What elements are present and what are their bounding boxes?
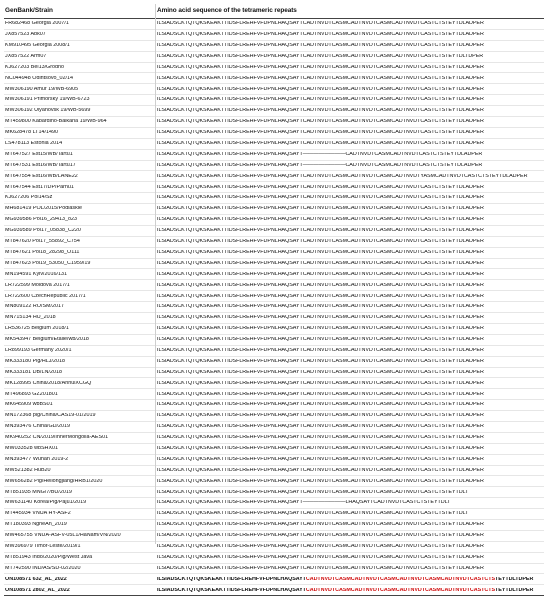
strain-cell: MT647527 Est15/WB/Tartu1 [5, 151, 73, 157]
table-body [4, 19, 544, 596]
table-row [4, 41, 544, 52]
sequence-cell: ILSIADSCKTQTQKSKEAKTTIDSFLREHFVFDPNLHAQSAYTCADTNVDTCASMCADTNVDTCASMCADTNVDTCASTCTSTEYTDLADPER [157, 358, 484, 364]
sequence-cell: ILSIADSCKTQTQKSKEAKTTIDSFLREHFVFDPNLHAQSAYTCADTNVDTCASMCADTNVDTCASMCADTNVDTCASTCTSTEYTDLADPER [157, 217, 484, 223]
strain-cell: MK628478 LT14/1490 [5, 130, 58, 136]
sequence-cell: ILSIADSCKTQTQKSKEAKTTIDSFLREHFVFDPNLHAQSAYTCADTNVDTCASMCADTNVDTCASMCADTNVDTCASTCTSTEYTDLADPER [157, 402, 484, 408]
table-row [4, 564, 544, 575]
strain-cell: MT742590 IND/AS/SD-02/2020 [5, 565, 81, 571]
table-row [4, 498, 544, 509]
sequence-cell: ILSIADSCKTQTQKSKEAKTTIDSFLREHFVFDPNLHAQSAYTCADTNVDTCASMCADTNVDTCASMCADTNVDTCASTCTSTEYTDLADPER [157, 43, 484, 49]
strain-cell: MN393477 Wuhan 2019-2 [5, 456, 69, 462]
table-row [4, 313, 544, 324]
sequence-cell: ILSIADSCKTQTQKSKEAKTTIDSFLREHFVFDPNLHAQSAYT————————CADTNVDTCASMCADTNVDTCASTCTSTEYTDLADPER [157, 162, 483, 168]
strain-cell: MW033528 wbSHX01 [5, 445, 59, 451]
table-row [4, 204, 544, 215]
table-row [4, 433, 544, 444]
table-row [4, 422, 544, 433]
table-row-highlighted [4, 585, 544, 596]
strain-cell: MN194591 Kyiv/2016/131 [5, 271, 68, 277]
sequence-cell: ILSIADSCKTQTQKSKEAKTTIDSFLREHFVFDPNLHAQSAYTCADTNVDTCASMCADTNVDTCASMCADTNVDTYASMCADTNVDTCASTCTSTEYTDLADPER [157, 173, 528, 179]
table-row [4, 411, 544, 422]
sequence-cell: ILSIADSCKTQTQKSKEAKTTIDSFLREHFVFDPNLHAQSAYTCADTNVDTCASMCADTNVDTCASMCADTNVDTCASTCTSTEYTDLADPER [157, 445, 484, 451]
strain-cell: LR536725 Belgium 2018/1 [5, 326, 69, 332]
sequence-cell: ILSIADSCKTQTQKSKEAKTTIDSFLREHFVFDPNLHAQSAYTCADTNVDTCASMCADTNVDTCASMCADTNVDTCASTCTSTEYTDLADPER [157, 260, 484, 266]
table-row [4, 128, 544, 139]
table-row [4, 291, 544, 302]
table-row [4, 302, 544, 313]
table-row [4, 400, 544, 411]
table-row [4, 335, 544, 346]
strain-cell: MW656282 Pig/Heilongjiang/HRB1/2020 [5, 478, 103, 484]
table-row [4, 117, 544, 128]
sequence-cell: ILSIADSCKTQTQKSKEAKTTIDSFLREHFVFDPNLHAQSAYTCADTNVDTCASMCADTNVDTCASMCADTNVDTCASTCTSTEYTDLADPER [157, 195, 484, 201]
sequence-cell: ILSIADSCKTQTQKSKEAKTTIDSFLREHFVFDPNLHAQSAYTCADTNVDTCASMCADTNVDTCASMCADTNVDTCASTCTSTEYTDLADPER [157, 228, 484, 234]
sequence-cell: ILSIADSCKTQTQKSKEAKTTIDSFLREHFVFDPNLHAQSAYTCADTNVDTCASMCADTNVDTCASMCADTNVDTCASTCTSTEYTDLADPER [157, 337, 484, 343]
table-row [4, 368, 544, 379]
strain-cell: KJ627206 Pol14/Sz [5, 195, 53, 201]
table-row [4, 106, 544, 117]
table-row [4, 139, 544, 150]
sequence-cell: ILSIADSCKTQTQKSKEAKTTIDSFLREHFVFDPNLHAQSAYTCADTNVDTCASMCADTNVDTCASMCADTNVDTCASTCTSTEYTDLADPER [157, 75, 484, 81]
sequence-prefix: ILSIADSCKTQTQKSKEAKTTIDSFLREHFVFDPNLHAQSAYT [157, 576, 306, 582]
sequence-cell: ILSIADSCKTQTQKSKEAKTTIDSFLREHFVFDPNLHAQSAYTCADTNVDTCASMCADTNVDTCASMCADTNVDTCASTCTSTEYTDLADPER [157, 271, 484, 277]
strain-cell: KM910495 Georgia 2008/1 [5, 43, 70, 49]
sequence-suffix: TEYTDLTDPER [495, 587, 534, 593]
sequence-cell: ILSIADSCKTQTQKSKEAKTTIDSFLREHFVFDPNLHAQSAYTCADTNVDTCASMCADTNVDTCASMCADTNVDTCASTCTSTEYTDLADPER [157, 435, 484, 441]
sequence-cell: ILSIADSCKTQTQKSKEAKTTIDSFLREHFVFDPNLHAQSAYTCADTNVDTCASMCADTNVDTCASMCADTNVDTCASTCTSTEYTDLADPER [157, 522, 484, 528]
table-row [4, 389, 544, 400]
sequence-cell: ILSIADSCKTQTQKSKEAKTTIDSFLREHFVFDPNLHAQSAYTCADTNVDTCASMCADTNVDTCASMCADTNVDTCASTCTSTEYTDLADPER [157, 97, 484, 103]
strain-cell: MT647554 Est16/WB/LANE22 [5, 173, 78, 179]
strain-cell: MT851935 MNG/7/BU/2019 [5, 489, 72, 495]
table-row [4, 509, 544, 520]
sequence-cell: ILSIADSCKTQTQKSKEAKTTIDSFLREHFVFDPNLHAQSAYTCADTNVDTCASMCADTNVDTCASMCADTNVDTCASTCTSTEYTDLADPER [157, 369, 484, 375]
header-strain: GenBank/Strain [5, 7, 53, 15]
sequence-cell: ILSIADSCKTQTQKSKEAKTTIDSFLREHFVFDPNLHAQSAYTCADTNVDTCASMCADTNVDTCASMCADTNVDTCASTCTSTEYTDLADPER [157, 86, 484, 92]
sequence-cell: ILSIADSCKTQTQKSKEAKTTIDSFLREHFVFDPNLHAQSAYTCADTNVDTCASMCADTNVDTCASMCADTNVDTCASTCTSTEYTDLADPER [157, 32, 484, 38]
table-row [4, 444, 544, 455]
table-row [4, 73, 544, 84]
table-row [4, 346, 544, 357]
sequence-cell: ILSIADSCKTQTQKSKEAKTTIDSFLREHFVFDPNLHAQSAYTCADTNVDTCASMCADTNVDTCASMCADTNVDTCASTCTSTEYTDLADPER [157, 130, 484, 136]
table-row [4, 248, 544, 259]
strain-cell: MW306190 Amur 19/WB-6905 [5, 86, 79, 92]
strain-cell: LS478113 Estonia 2014 [5, 141, 63, 147]
table-row [4, 95, 544, 106]
strain-cell: MK333181 DB/LN/2018 [5, 369, 62, 375]
strain-cell: KJ627203 Bel13/Grodno [5, 64, 65, 70]
sequence-cell: ILSIADSCKTQTQKSKEAKTTIDSFLREHFVFDPNLHAQSAYTCADTNVDTCASMCADTNVDTCASMCADTNVDTCASTCTSTEYTDLADPER [157, 467, 484, 473]
sequence-cell: ILSIADSCKTQTQKSKEAKTTIDSFLREHFVFDPNLHAQSAYTCADTNVDTCASMCADTNVDTCASMCADTNVDTCASTCTSTEYTDLADPER [157, 108, 484, 114]
table-row [4, 378, 544, 389]
strain-cell: MG939586 Pol16_29413_o23 [5, 217, 77, 223]
sequence-cell: ILSIADSCKTQTQKSKEAKTTIDSFLREHFVFDPNLHAQSAYTCADTNVDTCASMCADTNVDTCASMCADTNVDTCASTCTSTEYTDLADPER [157, 391, 484, 397]
sequence-cell: ILSIADSCKTQTQKSKEAKTTIDSFLREHFVFDPNLHAQSAYTCADTNVDTCASMCADTNVDTCASMCADTNVDTCASTCTSTEYTDLADPER [157, 456, 484, 462]
strain-cell: ON108571 2802_AL_2022 [5, 587, 70, 593]
table-row [4, 259, 544, 270]
strain-cell: MT851943 Indo/2020/Pig/West Java [5, 554, 93, 560]
sequence-repeat-highlight: CADTNVDTCASMCADTNVDTCASMCADTNVDTCASMCADTNVDTCASTCTS [305, 576, 495, 582]
table-row [4, 19, 544, 30]
sequence-cell: ILSIADSCKTQTQKSKEAKTTIDSFLREHFVFDPNLHAQSAYTCADTNVDTCASMCADTNVDTCASMCADTNVDTCASTCTSTEYTDLADPER [157, 543, 484, 549]
table-row [4, 455, 544, 466]
table-row-highlighted [4, 574, 544, 585]
table-header [4, 4, 544, 19]
strain-cell: FR682468 Georgia 2007/1 [5, 21, 69, 27]
strain-cell: MK333180 Pig/HLJ/2018 [5, 358, 65, 364]
sequence-cell: ILSIADSCKTQTQKSKEAKTTIDSFLREHFVFDPNLHAQSAYTCADTNVDTCASMCADTNVDTCASMCADTNVDTCASTCTSTEYTDLADPER [157, 424, 484, 430]
strain-cell: MT445934 VNUA HY-ASF2 [5, 511, 71, 517]
strain-cell: MN172368 pig/China/CAS19-01/2019 [5, 413, 96, 419]
strain-cell: MH681419 POL/2015/Podlaskie [5, 206, 83, 212]
sequence-cell: ILSIADSCKTQTQKSKEAKTTIDSFLREHFVFDPNLHAQSAYTCADTNVDTCASMCADTNVDTCASMCADTNVDTCASTCTSTEYTDLADPER [157, 119, 484, 125]
table-row [4, 161, 544, 172]
sequence-cell: ILSIADSCKTQTQKSKEAKTTIDSFLREHFVFDPNLHAQSAYTCADTNVDTCASMCADTNVDTCASMCADTNVDTCASTCTSTEYTDLADPER [157, 64, 484, 70]
sequence-cell: ILSIADSCKTQTQKSKEAKTTIDSFLREHFVFDPNLHAQSAYTCADTNVDTCASMCADTNVDTCASMCADTNVDTCASTCTSTEYTDLADPER [157, 293, 484, 299]
sequence-cell: ILSIADSCKTQTQKSKEAKTTIDSFLREHFVFDPNLHAQSAYT————————CADTNVDTCASMCADTNVDTCASTCTSTEYTDLADPER [157, 151, 483, 157]
strain-cell: MT459800 Kabardino-Balkaria 19/WB-964 [5, 119, 107, 125]
sequence-cell: ILSIADSCKTQTQKSKEAKTTIDSFLREHFVFDPNLHAQSAYTCADTNVDTCASMCADTNVDTCASMCADTNVDTCASTCTSTEYTDLADPER [157, 380, 484, 386]
strain-cell: MK543947 Belgium/Etalle/wb/2018 [5, 337, 89, 343]
column-divider [155, 4, 156, 544]
strain-cell: MW306192 Ulyanovsk 19/WB-5699 [5, 108, 91, 114]
sequence-cell: ILSIADSCKTQTQKSKEAKTTIDSFLREHFVFDPNLHAQSAYTCADTNVDTCASMCADTNVDTCASMCADTNVDTCASTCTSTEYTDLADPER [157, 239, 484, 245]
table-row [4, 553, 544, 564]
strain-cell: MK128995 China/2018/AnhuiXCGQ [5, 380, 92, 386]
table-row [4, 324, 544, 335]
table-row [4, 193, 544, 204]
strain-cell: MW521382 HuB20 [5, 467, 51, 473]
sequence-cell: ILSIADSCKTQTQKSKEAKTTIDSFLREHFVFDPNLHAQSAYTCADTNVDTCASMCADTNVDTCASMCADTNVDTCASTCTSTEYTDLADPER [157, 478, 484, 484]
strain-cell: NC044948 Odintsovo_02/14 [5, 75, 74, 81]
table-row [4, 182, 544, 193]
strain-cell: MT847623 Pol19_53050_C1959/19 [5, 260, 91, 266]
strain-cell: MW306191 Primorsky 19/WB-6723 [5, 97, 90, 103]
sequence-cell: ILSIADSCKTQTQKSKEAKTTIDSFLREHFVFDPNLHAQSAYTCADTNVDTCASMCADTNVDTCASMCADTNVDTCASTCTSTEYTDLTDPER [157, 53, 484, 59]
sequence-cell: ILSIADSCKTQTQKSKEAKTTIDSFLREHFVFDPNLHAQSAYTCADTNVDTCASMCADTNVDTCASMCADTNVDTCASTCTSTEYTDLADPER [157, 282, 484, 288]
strain-cell: MN809122 RO/SM/2017 [5, 304, 65, 310]
sequence-cell: ILSIADSCKTQTQKSKEAKTTIDSFLREHFVFDPNLHAQSAYTCADTNVDTCASMCADTNVDTCASMCADTNVDTCASTCTSTEYTDLADPER [157, 533, 484, 539]
strain-cell: MW396979 Timor-Leste/2019/1 [5, 543, 81, 549]
strain-cell: MG939589 Pol17_05838_C220 [5, 228, 81, 234]
strain-cell: MT847621 Pol18_28298_O111 [5, 249, 80, 255]
sequence-cell: ILSIADSCKTQTQKSKEAKTTIDSFLREHFVFDPNLHAQSAYT————————LHAQSAYTCADTNVDTCASTCTSTEYTDLT [157, 500, 451, 506]
sequence-cell: ILSIADSCKTQTQKSKEAKTTIDSFLREHFVFDPNLHAQSAYTCADTNVDTCASMCADTNVDTCASMCADTNVDTCASTCTSTEYTDLADPER [157, 565, 484, 571]
sequence-cell: ILSIADSCKTQTQKSKEAKTTIDSFLREHFVFDPNLHAQSAYTCADTNVDTCASMCADTNVDTCASMCADTNVDTCASTCTSTEYTDLT [157, 511, 469, 517]
sequence-cell: ILSIADSCKTQTQKSKEAKTTIDSFLREHFVFDPNLHAQSAYTCADTNVDTCASMCADTNVDTCASMCADTNVDTCASTCTSTEYTDLADPER [157, 304, 484, 310]
sequence-cell: ILSIADSCKTQTQKSKEAKTTIDSFLREHFVFDPNLHAQSAYTCADTNVDTCASMCADTNVDTCASMCADTNVDTCASTCTSTEYTDLADPER [157, 347, 484, 353]
table-row [4, 466, 544, 477]
strain-cell: MN715134 HU_2018 [5, 315, 56, 321]
table-row [4, 150, 544, 161]
strain-cell: MK645909 wbBS01 [5, 402, 53, 408]
table-row [4, 487, 544, 498]
table-row [4, 520, 544, 531]
strain-cell: MT647531 Est16/WB/Tartu17 [5, 162, 76, 168]
strain-cell: LR722600 CzechRepublic 2017/1 [5, 293, 86, 299]
sequence-cell: ILSIADSCKTQTQKSKEAKTTIDSFLREHFVFDPNLHAQSAYTCADTNVDTCASMCADTNVDTCASMCADTNVDTCASTCTSTEYTDLADPER [157, 141, 484, 147]
strain-cell: JX857522 Arm07 [5, 53, 47, 59]
sequence-cell: ILSIADSCKTQTQKSKEAKTTIDSFLREHFVFDPNLHAQSAYTCADTNVDTCASMCADTNVDTCASMCADTNVDTCASTCTSTEYTDLADPER [157, 21, 484, 27]
strain-cell: MW465755 VNUA-ASFV-05L1/HaNam/VN/2020 [5, 533, 121, 539]
table-row [4, 63, 544, 74]
sequence-cell [155, 577, 544, 582]
sequence-cell: ILSIADSCKTQTQKSKEAKTTIDSFLREHFVFDPNLHAQSAYTCADTNVDTCASMCADTNVDTCASMCADTNVDTCASTCTSTEYTDLT [157, 489, 469, 495]
sequence-cell: ILSIADSCKTQTQKSKEAKTTIDSFLREHFVFDPNLHAQSAYTCADTNVDTCASMCADTNVDTCASMCADTNVDTCASTCTSTEYTDLADPER [157, 413, 484, 419]
table-row [4, 171, 544, 182]
strain-cell: MT647544 Est17/DP/Pärnu1 [5, 184, 74, 190]
strain-cell: LR899193 Germany 2020/1 [5, 347, 72, 353]
sequence-cell: ILSIADSCKTQTQKSKEAKTTIDSFLREHFVFDPNLHAQSAYTCADTNVDTCASMCADTNVDTCASMCADTNVDTCASTCTSTEYTDLADPER [157, 184, 484, 190]
table-row [4, 269, 544, 280]
table-row [4, 215, 544, 226]
table-row [4, 542, 544, 553]
strain-cell: JX857523 Abk07 [5, 32, 46, 38]
sequence-cell: ILSIADSCKTQTQKSKEAKTTIDSFLREHFVFDPNLHAQSAYTCADTNVDTCASMCADTNVDTCASMCADTNVDTCASTCTSTEYTDLADPER [157, 554, 484, 560]
table-row [4, 84, 544, 95]
table-row [4, 226, 544, 237]
strain-cell: MT496893 GZ201801 [5, 391, 58, 397]
table-row [4, 52, 544, 63]
strain-cell: LR722599 Moldova 2017/1 [5, 282, 70, 288]
sequence-cell: ILSIADSCKTQTQKSKEAKTTIDSFLREHFVFDPNLHAQSAYTCADTNVDTCASMCADTNVDTCASMCADTNVDTCASTCTSTEYTDLADPER [157, 326, 484, 332]
sequence-cell: ILSIADSCKTQTQKSKEAKTTIDSFLREHFVFDPNLHAQSAYTCADTNVDTCASMCADTNVDTCASMCADTNVDTCASTCTSTEYTDLADPER [157, 315, 484, 321]
sequence-suffix: TEYTDLTDPER [495, 576, 534, 582]
sequence-cell: ILSIADSCKTQTQKSKEAKTTIDSFLREHFVFDPNLHAQSAYTCADTNVDTCASMCADTNVDTCASMCADTNVDTCASTCTSTEYTDLADPER [157, 249, 484, 255]
strain-cell: MT847620 Pol17_55892_C754 [5, 239, 80, 245]
strain-cell: MK940252 CN/2019/InnerMongolia-AES01 [5, 435, 109, 441]
header-sequence: Amino acid sequence of the tetrameric repeats [157, 7, 297, 15]
table-row [4, 237, 544, 248]
table-row [4, 531, 544, 542]
sequence-prefix: ILSIADSCKTQTQKSKEAKTTIDSFLREHFVFDPNLHAQSAYT [157, 587, 306, 593]
strain-cell: MN393476 China/GD/2019 [5, 424, 71, 430]
sequence-repeat-highlight: CADTNVDTCASMCADTNVDTCASMCADTNVDTCASMCADTNVDTCASTCTS [305, 587, 495, 593]
table-row [4, 476, 544, 487]
sequence-cell [155, 588, 544, 593]
table-row [4, 280, 544, 291]
sequence-cell: ILSIADSCKTQTQKSKEAKTTIDSFLREHFVFDPNLHAQSAYTCADTNVDTCASMCADTNVDTCASMCADTNVDTCASTCTSTEYTDLADPER [157, 206, 484, 212]
strain-cell: ON108571 632_AL_2022 [5, 576, 67, 582]
table-row [4, 30, 544, 41]
table-row [4, 357, 544, 368]
strain-cell: MT180393 NgheAn_2019 [5, 522, 67, 528]
strain-cell: MW631140 Korea/Pig/Paju1/2019 [5, 500, 87, 506]
